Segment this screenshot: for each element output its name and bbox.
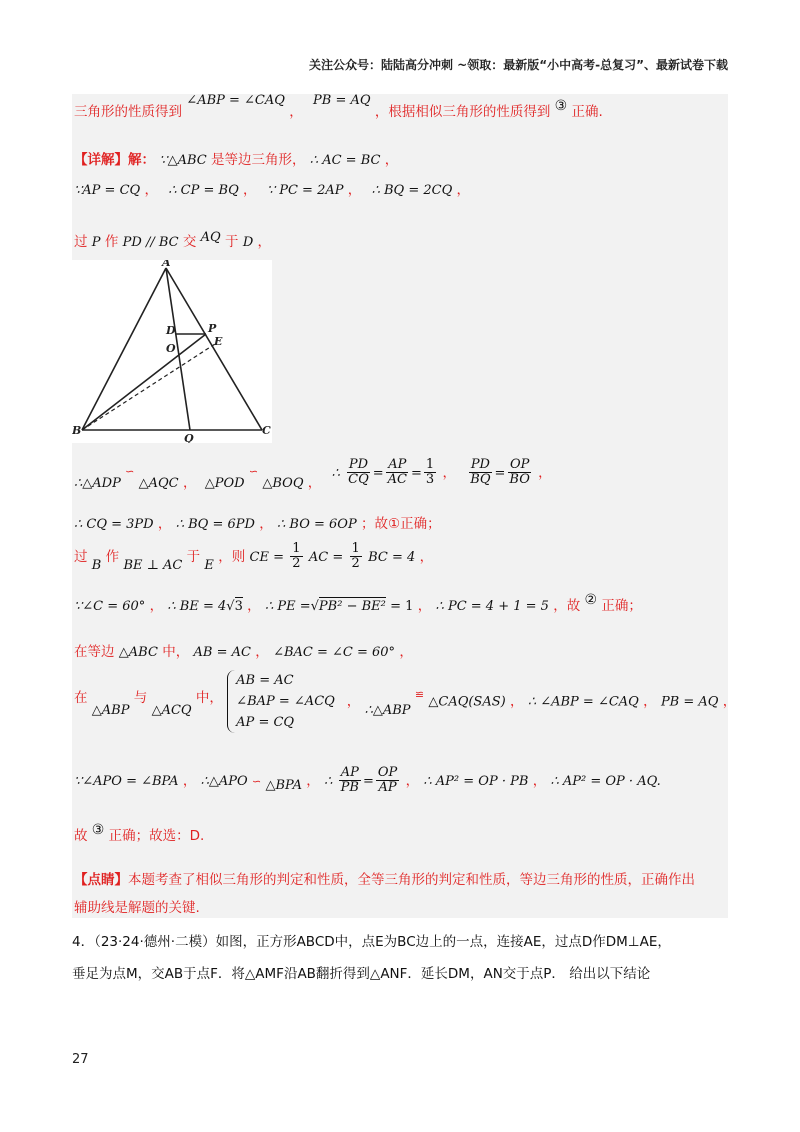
be-line: 过 B 作 BE ⊥ AC 于 E ，则 CE = $\frac{1}{2}$ AC = $\frac{1}{2}$ BC = 4 ， <box>74 541 434 573</box>
label-p: P <box>208 322 217 335</box>
cq-line: ∴ CQ = 3PD ， ∴ BQ = 6PD ， ∴ BO = 6OP ；故①正确； <box>74 516 441 532</box>
page-header: 关注公众号：陆陆高分冲刺 ~领取：最新版“小中高考-总复习”、最新试卷下载 <box>309 58 728 72</box>
question-4-line-1: 4．（23·24·德州·二模）如图，正方形ABCD中，点E为BC边上的一点，连接AE，过点D作DM⊥AE， <box>72 934 671 950</box>
segment-be-dashed <box>82 344 215 430</box>
triangle-figure <box>72 260 272 443</box>
equilateral-line: 在等边 △ABC 中， AB = AC ， ∠BAC = ∠C = 60° ， <box>74 644 413 660</box>
comment-line-1: 【点睛】本题考查了相似三角形的判定和性质，全等三角形的判定和性质，等边三角形的性质，正确作出 <box>74 872 695 888</box>
label-c: C <box>262 424 271 437</box>
solution-line-1: 三角形的性质得到 ∠ABP = ∠CAQ ， PB = AQ ，根据相似三角形的性质得到 ③ 正确. <box>74 93 603 120</box>
edge-ac <box>166 268 262 430</box>
page-number: 27 <box>72 1052 89 1067</box>
similarity-line: ∴△ADP ∽ △AQC ， △POD ∽ △BOQ ， ∴ $\frac{PD}{CQ}$ = $\frac{AP}{AC}$ = $\frac{1}{3}$ ， $\frac{PD}{BQ}$ = $\frac{OP}{BO}$ ， <box>74 457 552 491</box>
label-a: A <box>162 260 171 269</box>
label-o: O <box>166 342 176 355</box>
apo-line: ∵∠APO = ∠BPA ， ∴△APO ∽ △BPA ， ∴ $\frac{AP}{PB}$ = $\frac{OP}{AP}$ ， ∴ AP² = OP · PB ， ∴ AP² = OP · AQ. <box>74 765 661 796</box>
label-e: E <box>214 335 223 348</box>
comment-line-2: 辅助线是解题的关键. <box>74 900 200 916</box>
pe-line: ∵∠C = 60° ， ∴ BE = 4√3 ， ∴ PE =√PB² − BE² = 1 ， ∴ PC = 4 + 1 = 5 ，故 ② 正确； <box>74 592 642 614</box>
label-d: D <box>166 324 176 337</box>
detail-line-1: 【详解】解： ∵△ABC 是等边三角形， ∴ AC = BC ， <box>74 152 399 168</box>
equation-system: AB = AC ∠BAP = ∠ACQ AP = CQ <box>227 670 335 733</box>
label-q: Q <box>184 432 194 443</box>
answer-line: 故 ③ 正确；故选：D. <box>74 822 205 844</box>
edge-ab <box>82 268 166 430</box>
detail-tag: 【详解】解： <box>74 152 155 168</box>
label-b: B <box>72 424 82 437</box>
detail-line-3: 过 P 作 PD // BC 交 AQ 于 D ， <box>74 230 272 250</box>
comment-tag: 【点睛】 <box>74 872 128 888</box>
question-4-line-2: 垂足为点M，交AB于点F．将△AMF沿AB翻折得到△ANF．延长DM，AN交于点P． 给出以下结论 <box>72 966 651 982</box>
triangle-diagram <box>72 260 272 443</box>
detail-line-2: ∵AP = CQ ， ∴ CP = BQ ， ∵ PC = 2AP ， ∴ BQ = 2CQ ， <box>74 182 471 198</box>
congruence-line: 在 △ABP 与 △ACQ 中， AB = AC ∠BAP = ∠ACQ AP = CQ， ∴△ABP ≌ △CAQ(SAS) ， ∴ ∠ABP = ∠CAQ ， PB = AQ ， <box>74 670 736 733</box>
